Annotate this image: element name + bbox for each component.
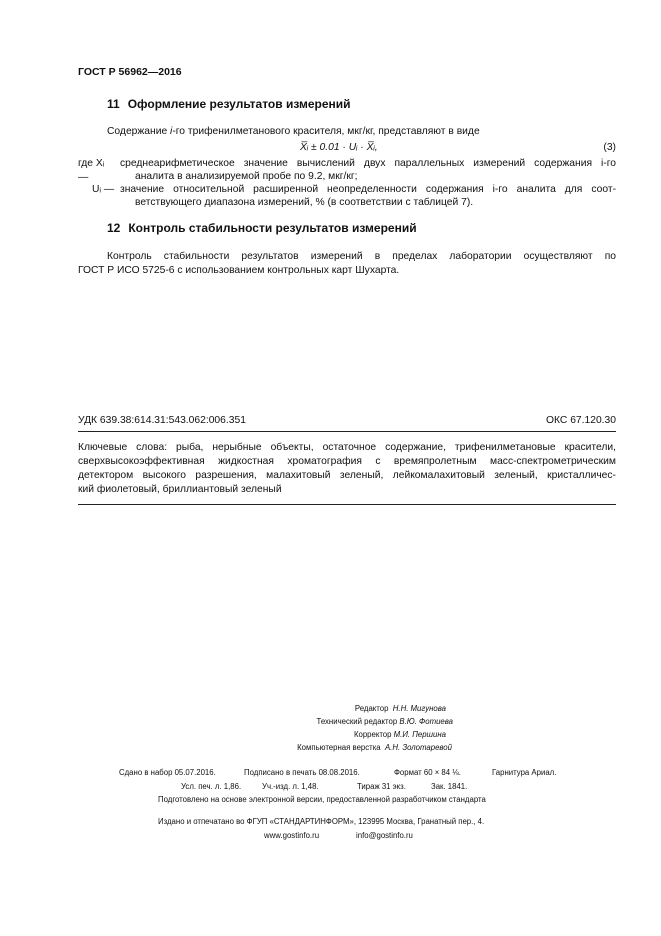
imprint-set-date: Сдано в набор 05.07.2016. (119, 768, 216, 777)
where-x-lead: где Xᵢ — (78, 158, 105, 183)
credit-tech-editor (246, 715, 453, 728)
where-u-lead: Uᵢ — (92, 184, 115, 195)
oks-code: ОКС 67.120.30 (546, 415, 616, 426)
imprint-format: Формат 60 × 84 ⅛. (394, 768, 461, 777)
credit-name: А.Н. Золотаревой (384, 743, 452, 752)
section-11-heading (107, 97, 351, 111)
formula-number: (3) (603, 142, 616, 153)
imprint-prepared-note: Подготовлено на основе электронной версии, предоставленной разработчиком стандарта (158, 795, 486, 804)
keywords-line1: Ключевые слова: рыба, нерыбные объекты, остаточное содержание, трифенилметановые красители, (78, 442, 616, 453)
divider-bottom (78, 504, 616, 505)
imprint-run: Тираж 31 экз. (357, 782, 406, 791)
credit-role: Редактор (354, 704, 389, 713)
where-x-line2: аналита в анализируемой пробе по 9.2, мкг/кг; (135, 171, 358, 182)
imprint-font: Гарнитура Ариал. (492, 768, 557, 777)
intro-text-a: Содержание (107, 126, 171, 137)
credit-editor (246, 702, 446, 715)
imprint-print-sheets: Усл. печ. л. 1,86. (181, 782, 242, 791)
section-12-heading (107, 221, 417, 235)
section-12-para-line2: ГОСТ Р ИСО 5725-6 с использованием контрольных карт Шухарта. (78, 265, 400, 276)
imprint-publisher: Издано и отпечатано во ФГУП «СТАНДАРТИНФОРМ», 123995 Москва, Гранатный пер., 4. (158, 817, 485, 826)
divider-top (78, 431, 616, 432)
where-u-line2: ветствующего диапазона измерений, % (в соответствии с таблицей 7). (135, 197, 474, 208)
document-header: ГОСТ Р 56962—2016 (78, 66, 182, 78)
formula: X̅ᵢ ± 0.01 · Uᵢ · X̅ᵢ, (300, 142, 378, 153)
where-u-line1: значение относительной расширенной неопределенности содержания i-го аналита для соот- (120, 184, 616, 195)
section-11-number: 11 (107, 97, 120, 111)
keywords-line4: кий фиолетовый, бриллиантовый зеленый (78, 484, 282, 495)
section-11-intro (107, 125, 480, 139)
keywords-line3: детектором высокого разрешения, малахитовый зеленый, лейкомалахитовый зеленый, кристалличес- (78, 470, 616, 481)
credit-corrector (246, 728, 446, 741)
credit-role: Компьютерная верстка (297, 743, 381, 752)
imprint-sign-date: Подписано в печать 08.08.2016. (244, 768, 360, 777)
credit-role: Корректор (353, 730, 392, 739)
imprint-edit-sheets: Уч.-изд. л. 1,48. (262, 782, 319, 791)
keywords-line2: сверхвысокоэффективная жидкостная хроматография с времяпролетным масс-спектрометрическим (78, 456, 616, 467)
section-12-number: 12 (107, 221, 121, 235)
credit-name: В.Ю. Фотиева (399, 717, 453, 726)
publisher-website-link[interactable]: www.gostinfo.ru (264, 831, 320, 840)
publisher-email-link[interactable]: info@gostinfo.ru (356, 831, 413, 840)
credit-name: М.И. Першина (393, 730, 446, 739)
where-x-line1: среднеарифметическое значение вычислений двух параллельных измерений содержания i-го (120, 158, 616, 169)
intro-text-b: -го трифенилметанового красителя, мкг/кг, представляют в виде (172, 126, 480, 137)
intro-italic-i: i (170, 126, 173, 137)
credit-role: Технический редактор (316, 717, 398, 726)
credit-name: Н.Н. Мигунова (392, 704, 446, 713)
section-11-title: Оформление результатов измерений (127, 97, 351, 111)
udk-code: УДК 639.38:614.31:543.062:006.351 (78, 415, 246, 426)
credit-layout (246, 741, 452, 754)
section-12-title: Контроль стабильности результатов измерений (128, 221, 417, 235)
imprint-order: Зак. 1841. (431, 782, 468, 791)
section-12-para-line1: Контроль стабильности результатов измерений в пределах лаборатории осуществляют по (107, 251, 616, 262)
